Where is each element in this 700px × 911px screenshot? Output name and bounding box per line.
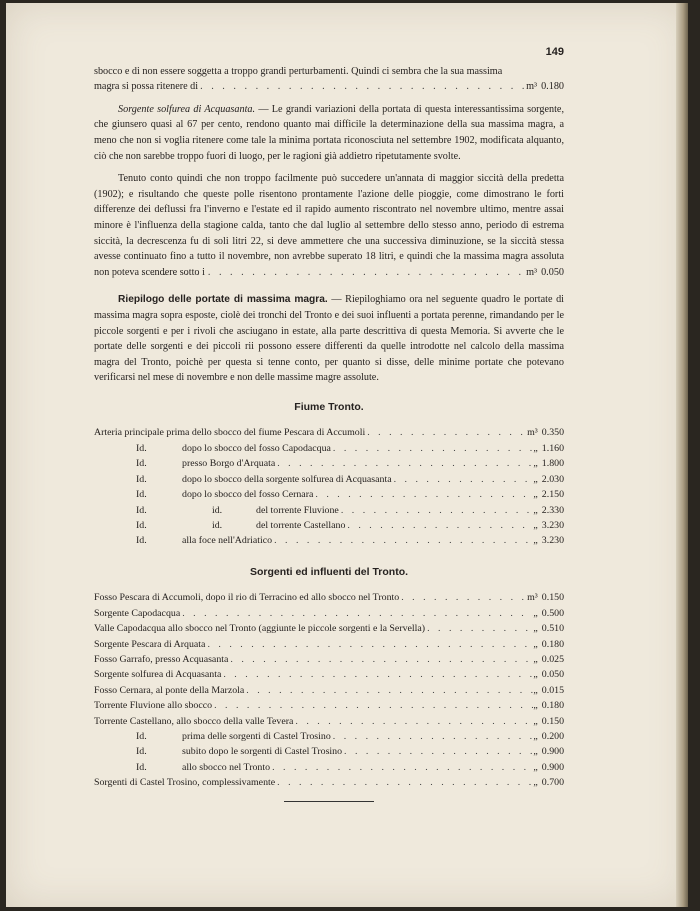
flow-value: 0.200 xyxy=(541,730,564,742)
table-row xyxy=(94,667,564,682)
sorgenti-heading: Sorgenti ed influenti del Tronto. xyxy=(249,565,409,578)
unit-label: „ xyxy=(533,715,538,727)
leader-dots xyxy=(228,652,533,667)
id-cell: Id. xyxy=(136,519,147,531)
leader-dots xyxy=(313,487,533,502)
flow-value: 0.150 xyxy=(541,592,564,604)
table-row xyxy=(94,775,564,790)
id-cell: Id. xyxy=(136,458,147,470)
solfurea-paragraph xyxy=(94,102,564,164)
leader-dots xyxy=(139,265,526,281)
leader-dots xyxy=(345,518,533,533)
flow-value: 0.150 xyxy=(541,715,564,727)
leader-dots xyxy=(212,698,533,713)
id-cell: id. xyxy=(212,504,223,516)
row-text: allo sbocco nel Tronto xyxy=(182,761,271,773)
flow-value: 2.330 xyxy=(541,504,564,516)
id-cell: id. xyxy=(212,519,223,531)
unit-label: m³ xyxy=(527,427,538,439)
unit-label: „ xyxy=(533,638,538,650)
unit-label: „ xyxy=(533,684,538,696)
table-row xyxy=(94,729,564,744)
flow-value: 0.500 xyxy=(541,607,564,619)
tenuto-value: 0.050 xyxy=(541,266,564,278)
flow-value: 0.900 xyxy=(541,761,564,773)
unit-label: „ xyxy=(533,607,538,619)
table-row xyxy=(94,652,564,667)
table-row xyxy=(94,683,564,698)
tenuto-paragraph xyxy=(94,171,564,280)
row-label: Torrente Castellano, allo sbocco della valle Tevera xyxy=(94,715,294,727)
leader-dots xyxy=(339,503,534,518)
id-cell: Id. xyxy=(136,473,147,485)
unit-label: „ xyxy=(533,458,538,470)
leader-dots xyxy=(425,621,533,636)
unit-label: „ xyxy=(533,730,538,742)
table-row xyxy=(94,760,564,775)
intro-line-2: magra si possa ritenere di xyxy=(94,81,199,93)
table-row xyxy=(94,698,564,713)
leader-dots xyxy=(244,683,533,698)
row-label xyxy=(94,487,313,502)
row-label xyxy=(94,744,342,759)
solfurea-title: Sorgente solfurea di Acquasanta. xyxy=(118,103,256,115)
table-row xyxy=(94,456,564,471)
leader-dots xyxy=(272,533,533,548)
row-label xyxy=(94,533,272,548)
id-cell: Id. xyxy=(136,442,147,454)
row-text: dopo lo sbocco del fosso Cernara xyxy=(182,489,314,501)
row-label xyxy=(94,729,331,744)
id-cell: Id. xyxy=(136,504,147,516)
table-row xyxy=(94,714,564,729)
page-content xyxy=(94,45,564,802)
flow-value: 0.025 xyxy=(541,653,564,665)
row-label xyxy=(94,456,275,471)
riepilogo-body: — Riepiloghiamo ora nel seguente quadro le portate di massima magra sopra esposte, ciolè dei tronchi del Tronto e dei suoi influenti a portata perenne, rimandando per le piccole sorgenti e per i rivoli che asciugano in estate, alla parte descrittiva di questa Memoria. Si avverte che le portate delle sorgenti e dei piccoli rii possono essere differenti da quelle introdotte nel calcolo della massima magra del Tronto, poichè per questa si tenne conto, per quanto si disse, delle minime portate che potevano verificarsi nel mese di novembre e non delle massime magre assolute. xyxy=(94,294,565,384)
table-row xyxy=(94,744,564,759)
flow-value: 0.900 xyxy=(541,746,564,758)
leader-dots xyxy=(399,590,527,605)
table-row xyxy=(94,472,564,487)
unit-label: „ xyxy=(533,489,538,501)
leader-dots xyxy=(205,637,533,652)
row-label: Sorgente Capodacqua xyxy=(94,607,181,619)
fiume-heading: Fiume Tronto. xyxy=(294,400,364,413)
unit-label: „ xyxy=(533,700,538,712)
id-cell: Id. xyxy=(136,761,147,773)
id-cell: Id. xyxy=(136,535,147,547)
table-row xyxy=(94,503,564,518)
riepilogo-paragraph xyxy=(94,292,564,386)
id-cell: Id. xyxy=(136,730,147,742)
leader-dots xyxy=(365,425,527,440)
row-label: Fosso Garrafo, presso Acquasanta xyxy=(94,653,229,665)
unit-label: „ xyxy=(533,504,538,516)
intro-value-row xyxy=(94,79,564,95)
row-label: Sorgente Pescara di Arquata xyxy=(94,638,206,650)
unit-label: m³ xyxy=(526,266,538,278)
leader-dots xyxy=(275,775,533,790)
leader-dots xyxy=(198,79,526,95)
row-label: Arteria principale prima dello sbocco del fiume Pescara di Accumoli xyxy=(94,427,366,439)
leader-dots xyxy=(392,472,534,487)
intro-line-1: sbocco e di non essere soggetta a troppo grandi perturbamenti. Quindi ci sembra che la sua massima xyxy=(94,65,503,77)
flow-value: 0.180 xyxy=(541,638,564,650)
table-row xyxy=(94,606,564,621)
unit-label: m³ xyxy=(527,592,538,604)
fiume-table xyxy=(94,425,564,548)
tenuto-value-row xyxy=(94,265,564,281)
unit-label: „ xyxy=(533,535,538,547)
unit-label: „ xyxy=(533,669,538,681)
row-label: Sorgenti di Castel Trosino, complessivamente xyxy=(94,777,276,789)
unit-label: „ xyxy=(533,442,538,454)
table-row xyxy=(94,425,564,440)
flow-value: 0.050 xyxy=(541,669,564,681)
row-label: Valle Capodacqua allo sbocco nel Tronto (aggiunte le piccole sorgenti e la Servella) xyxy=(94,623,426,635)
flow-value: 1.160 xyxy=(541,442,564,454)
row-label xyxy=(94,518,345,533)
row-text: del torrente Fluvione xyxy=(256,504,339,516)
table-row xyxy=(94,441,564,456)
row-text: dopo lo sbocco del fosso Capodacqua xyxy=(182,442,331,454)
flow-value: 0.510 xyxy=(541,623,564,635)
leader-dots xyxy=(180,606,533,621)
leader-dots xyxy=(275,456,533,471)
table-row xyxy=(94,518,564,533)
unit-label: „ xyxy=(533,519,538,531)
row-text: prima delle sorgenti di Castel Trosino xyxy=(182,730,331,742)
unit-label: m³ xyxy=(526,81,538,93)
table-row xyxy=(94,637,564,652)
row-label: Fosso Cernara, al ponte della Marzola xyxy=(94,684,245,696)
flow-value: 3.230 xyxy=(541,535,564,547)
riepilogo-title: Riepilogo delle portate di massima magra. xyxy=(118,294,328,306)
leader-dots xyxy=(270,760,533,775)
row-text: dopo lo sbocco della sorgente solfurea di Acquasanta xyxy=(182,473,392,485)
table-row xyxy=(94,590,564,605)
row-label: Fosso Pescara di Accumoli, dopo il rio di Terracino ed allo sbocco nel Tronto xyxy=(94,592,400,604)
row-label xyxy=(94,472,392,487)
flow-value: 0.180 xyxy=(541,700,564,712)
flow-value: 0.015 xyxy=(541,684,564,696)
flow-value: 2.150 xyxy=(541,489,564,501)
unit-label: „ xyxy=(533,623,538,635)
table-row xyxy=(94,487,564,502)
table-row xyxy=(94,533,564,548)
flow-value: 2.030 xyxy=(541,473,564,485)
unit-label: „ xyxy=(533,653,538,665)
row-text: presso Borgo d'Arquata xyxy=(182,458,276,470)
unit-label: „ xyxy=(533,777,538,789)
row-text: del torrente Castellano xyxy=(256,519,346,531)
end-rule xyxy=(284,801,374,802)
leader-dots xyxy=(221,667,533,682)
flow-value: 0.700 xyxy=(541,777,564,789)
row-text: alla foce nell'Adriatico xyxy=(182,535,273,547)
leader-dots xyxy=(293,714,533,729)
unit-label: „ xyxy=(533,473,538,485)
row-label: Torrente Fluvione allo sbocco xyxy=(94,700,213,712)
flow-value: 1.800 xyxy=(541,458,564,470)
tenuto-body: Tenuto conto quindi che non troppo facilmente può succedere un'annata di maggior siccità della predetta (1902); e risultando che queste polle risentono prontamente l'azione delle pioggie, come dimostrano le forti differenze dei deflussi fra l'inverno e l'estate ed il rapido aumento riscontrato nel novembre ultimo, mentre assai minore è l'influenza della stagione calda, tanto che dal luglio al settembre dello stesso anno, periodo di estrema siccità, la decrescenza fu di soli litri 22, si deve ammettere che una successiva diminuzione, se la siccità stessa avesse continuato fino a tutto il novembre, non avrebbe superato 18 litri, e quindi che la massima magra assoluta non poteva scendere sotto i xyxy=(94,173,564,278)
page-edge xyxy=(676,3,688,907)
leader-dots xyxy=(331,441,533,456)
unit-label: „ xyxy=(533,746,538,758)
flow-value: 0.350 xyxy=(541,427,564,439)
sorgenti-table xyxy=(94,590,564,790)
row-label: Sorgente solfurea di Acquasanta xyxy=(94,669,222,681)
page-number: 149 xyxy=(545,46,564,58)
table-row xyxy=(94,621,564,636)
intro-value: 0.180 xyxy=(541,81,564,93)
row-label xyxy=(94,441,331,456)
row-label xyxy=(94,503,339,518)
unit-label: „ xyxy=(533,761,538,773)
flow-value: 3.230 xyxy=(541,519,564,531)
leader-dots xyxy=(331,729,534,744)
book-page xyxy=(6,3,688,907)
id-cell: Id. xyxy=(136,489,147,501)
leader-dots xyxy=(342,744,533,759)
row-text: subito dopo le sorgenti di Castel Trosino xyxy=(182,746,343,758)
row-label xyxy=(94,760,270,775)
solfurea-body: — Le grandi variazioni della portata di questa interessantissima sorgente, che giunsero quasi al 67 per cento, rendono quanto mai difficile la determinazione della sua massima magra, a meno che non si voglia ritenere come tale la minima portata riconosciuta nel settembre 1902, modificata alquanto, ciò che non sarebbe troppo fuori di luogo, per le ragioni già addietro ripetutamente svolte. xyxy=(94,103,564,162)
id-cell: Id. xyxy=(136,746,147,758)
